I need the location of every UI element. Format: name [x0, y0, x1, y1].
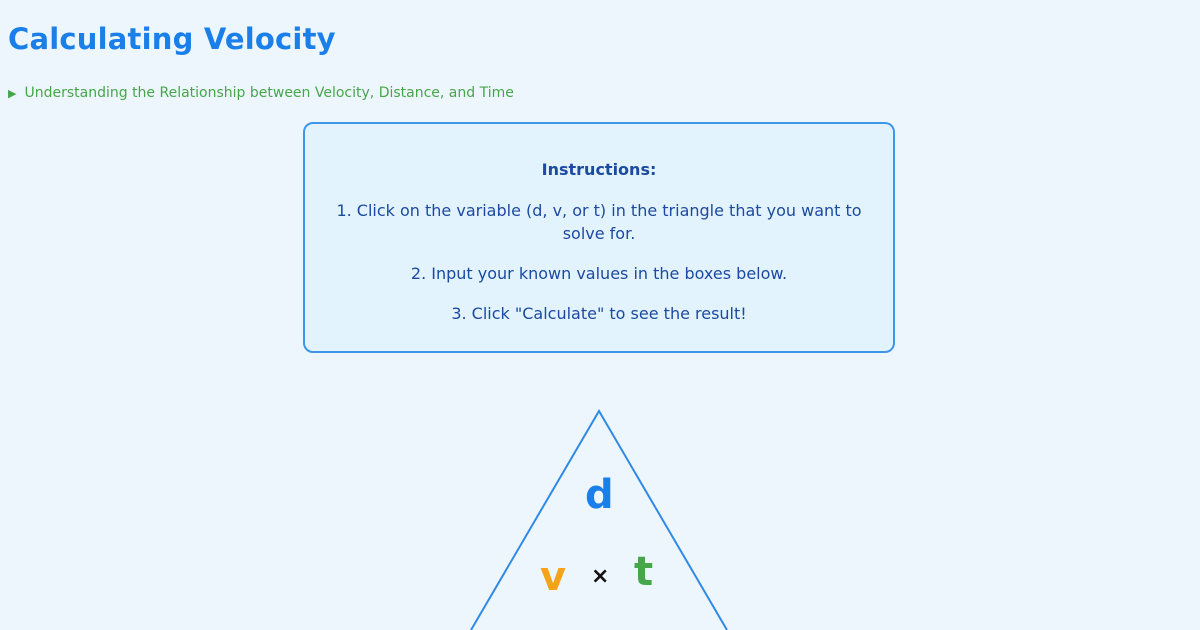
instruction-step: 3. Click "Calculate" to see the result! — [451, 304, 747, 323]
instructions-heading: Instructions: — [541, 160, 657, 179]
instruction-step: 1. Click on the variable (d, v, or t) in the triangle that you want to solve for. — [336, 201, 862, 243]
page-title: Calculating Velocity — [8, 22, 336, 56]
triangle-right-icon: ▶ — [8, 86, 17, 100]
variable-v-button[interactable]: v — [540, 554, 567, 600]
multiply-operator: × — [591, 564, 610, 589]
relationship-disclosure[interactable] — [8, 85, 514, 101]
instructions-box — [303, 122, 895, 353]
disclosure-label: Understanding the Relationship between Velocity, Distance, and Time — [24, 85, 514, 101]
variable-d-button[interactable]: d — [585, 472, 614, 518]
instruction-step: 2. Input your known values in the boxes below. — [410, 264, 788, 283]
variable-t-button[interactable]: t — [634, 549, 654, 595]
